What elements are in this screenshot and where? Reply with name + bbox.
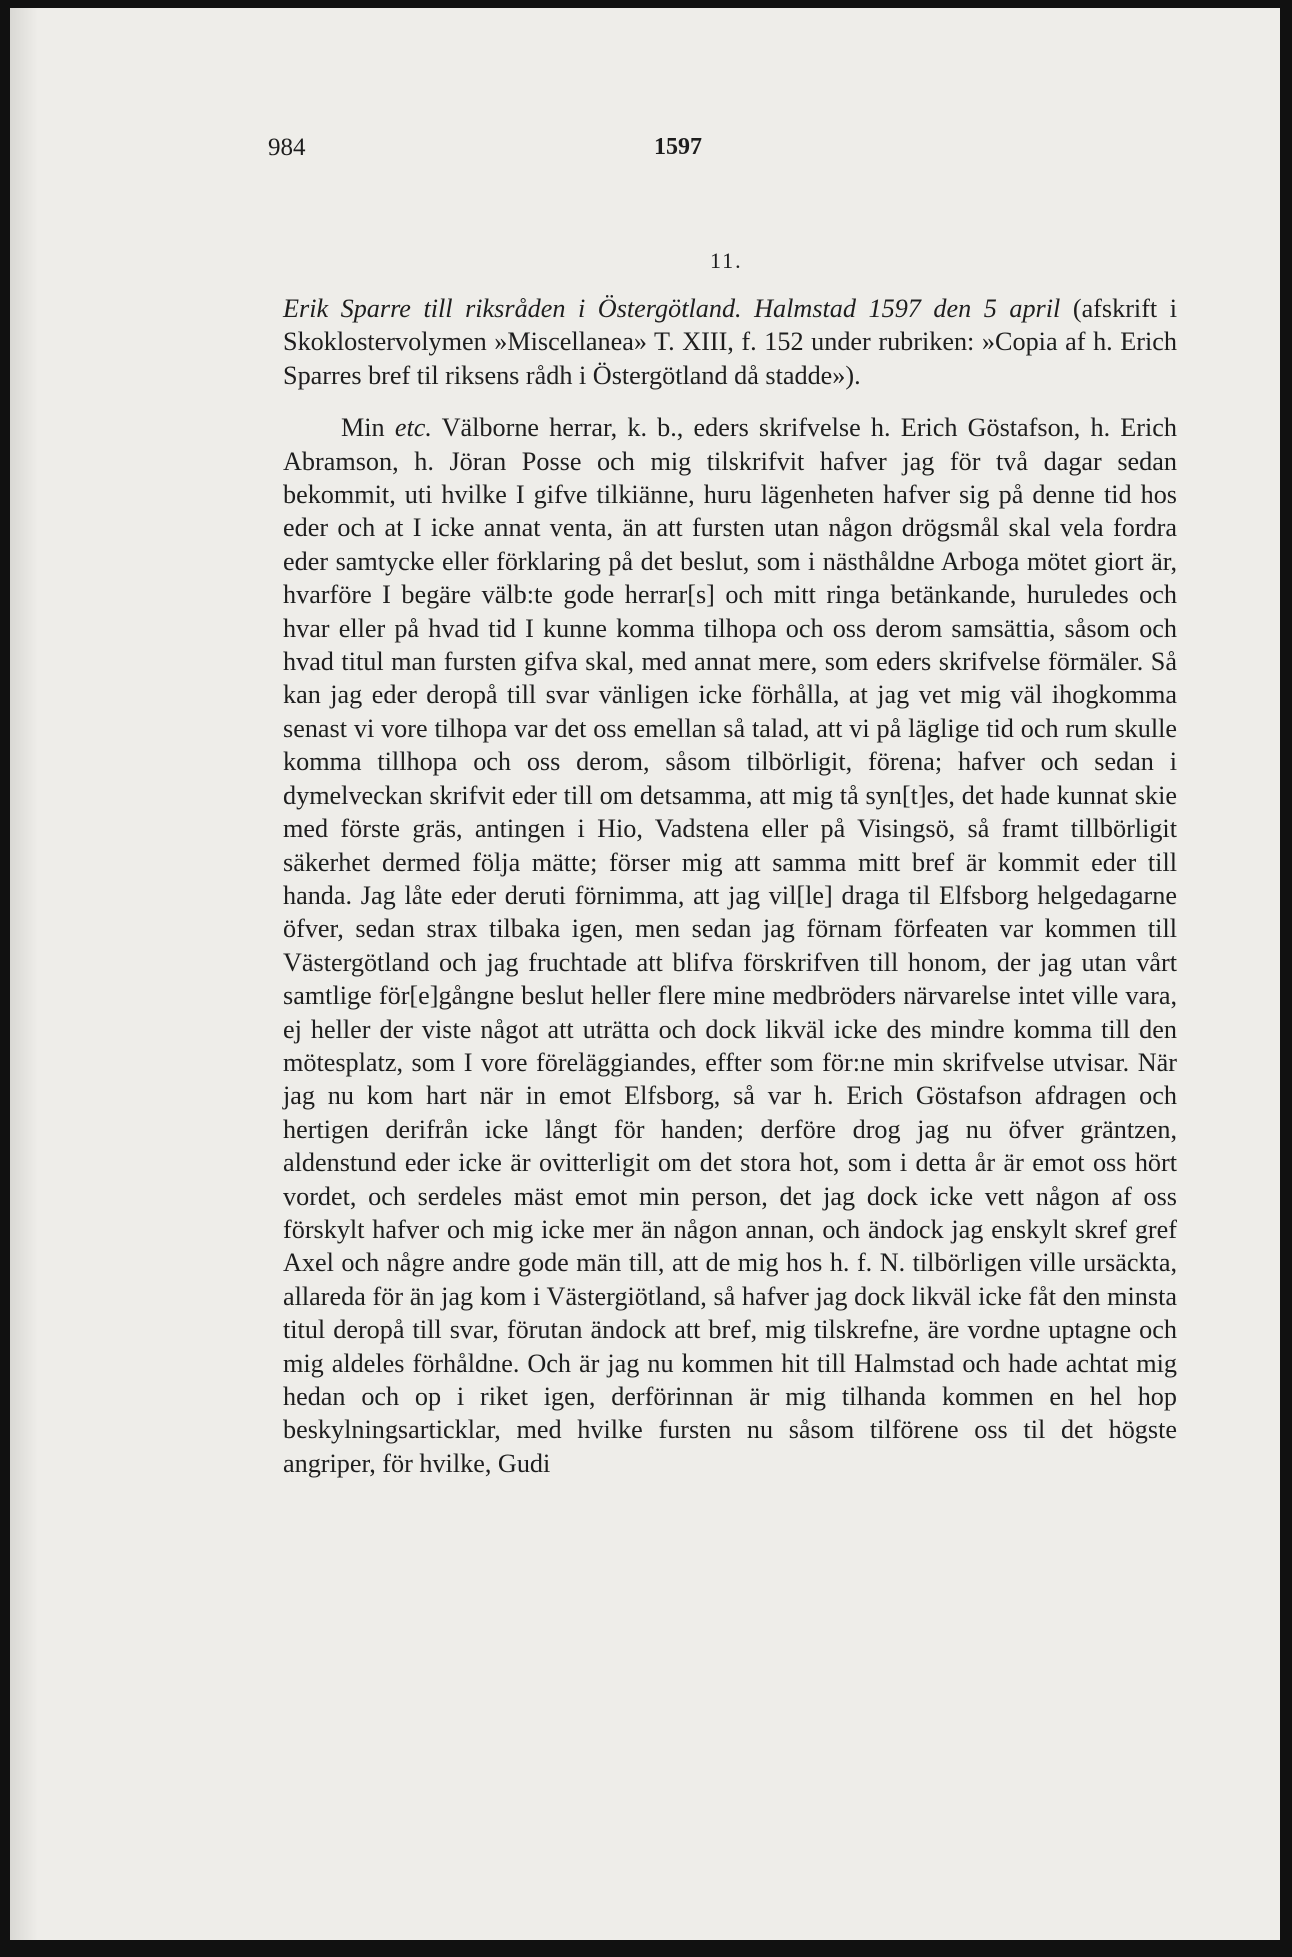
section-number: 11. xyxy=(710,248,743,273)
book-page xyxy=(10,8,1280,1940)
salutation: Min xyxy=(341,413,395,443)
source-note: (afskrift i Skoklostervolymen »Miscellanea» T. XIII, f. 152 under rubriken: »Copia af h. Erich Sparres bref til riksens rådh i Östergötland då stadde»). xyxy=(283,294,1177,390)
letter-body-text: Välborne herrar, k. b., eders skrifvelse h. Erich Göstafson, h. Erich Abramson, h. Jöran Posse och mig tilskrifvit hafver jag för två dagar sedan bekommit, uti hvilke I gifve tilkiänne, huru lägenheten hafver sig på denne tid hos eder och at I icke annat venta, än att fursten utan någon drögsmål skal vela fordra eder samtycke eller förklaring på det beslut, som i nästhåldne Arboga mötet giort är, hvarföre I begäre välb:te gode herrar[s] och mitt ringa betänkande, huruledes och hvar eller på hvad tid I kunne komma tilhopa och oss derom samsättia, såsom och hvad titul man fursten gifva skal, med annat mere, som eders skrifvelse förmäler. Så kan jag eder deropå till svar vänligen icke förhålla, at jag vet mig väl ihogkomma senast vi vore tilhopa var det oss emellan så talad, att vi på läglige tid och rum skulle komma tillhopa och oss derom, såsom tilbörligit, förena; hafver och sedan i dymelveckan skrifvit eder till om detsamma, att mig tå syn[t]es, det hade kunnat skie med förste gräs, antingen i Hio, Vadstena eller på Visingsö, så framt tillbörligit säkerhet dermed följa mätte; förser mig att samma mitt bref är kommit eder till handa. Jag låte eder deruti förnimma, att jag vil[le] draga til Elfsborg helgedagarne öfver, sedan strax tilbaka igen, men sedan jag förnam förfeaten var kommen till Västergötland och jag fruchtade att blifva förskrifven till honom, der jag utan vårt samtlige för[e]gångne beslut heller flere mine medbröders närvarelse intet ville vara, ej heller der viste något att uträtta och dock likväl icke des mindre komma till den mötesplatz, som I vore föreläggiandes, effter som för:ne min skrifvelse utvisar. När jag nu kom hart när in emot Elfsborg, så var h. Erich Göstafson afdragen och hertigen derifrån icke långt för handen; derföre drog jag nu öfver gräntzen, aldenstund eder icke är ovitterligit om det stora hot, som i detta år är emot oss hört vordet, och serdeles mäst emot min person, det jag dock icke vett någon af oss förskylt hafver och mig icke mer än någon annan, och ändock jag enskylt skref gref Axel och någre andre gode män till, att de mig hos h. f. N. tilbörligen ville ursäckta, allareda för än jag kom i Västergiötland, så hafver jag dock likväl icke fåt den minsta titul deropå till svar, förutan ändock att bref, mig tilskrefne, äre vordne uptagne och mig aldeles förhåldne. Och är jag nu kommen hit till Halmstad och hade achtat mig hedan och op i riket igen, derförinnan är mig tilhanda kommen en hel hop beskylningsarticklar, med hvilke fursten nu såsom tilförene oss til det högste angriper, för hvilke, Gudi xyxy=(283,413,1178,1478)
scan-bottom-edge xyxy=(0,1940,1292,1957)
letter-title: Erik Sparre till riksråden i Östergötland. Halmstad 1597 den 5 april xyxy=(283,294,1061,323)
salutation-etc: etc. xyxy=(394,413,432,443)
letter-heading xyxy=(283,292,1177,392)
page-gutter-shadow xyxy=(10,8,38,1940)
page-number: 984 xyxy=(268,134,306,161)
document-text xyxy=(283,292,1177,1480)
page-header xyxy=(268,134,1168,164)
running-header-year: 1597 xyxy=(654,134,702,160)
letter-body xyxy=(283,411,1177,1480)
